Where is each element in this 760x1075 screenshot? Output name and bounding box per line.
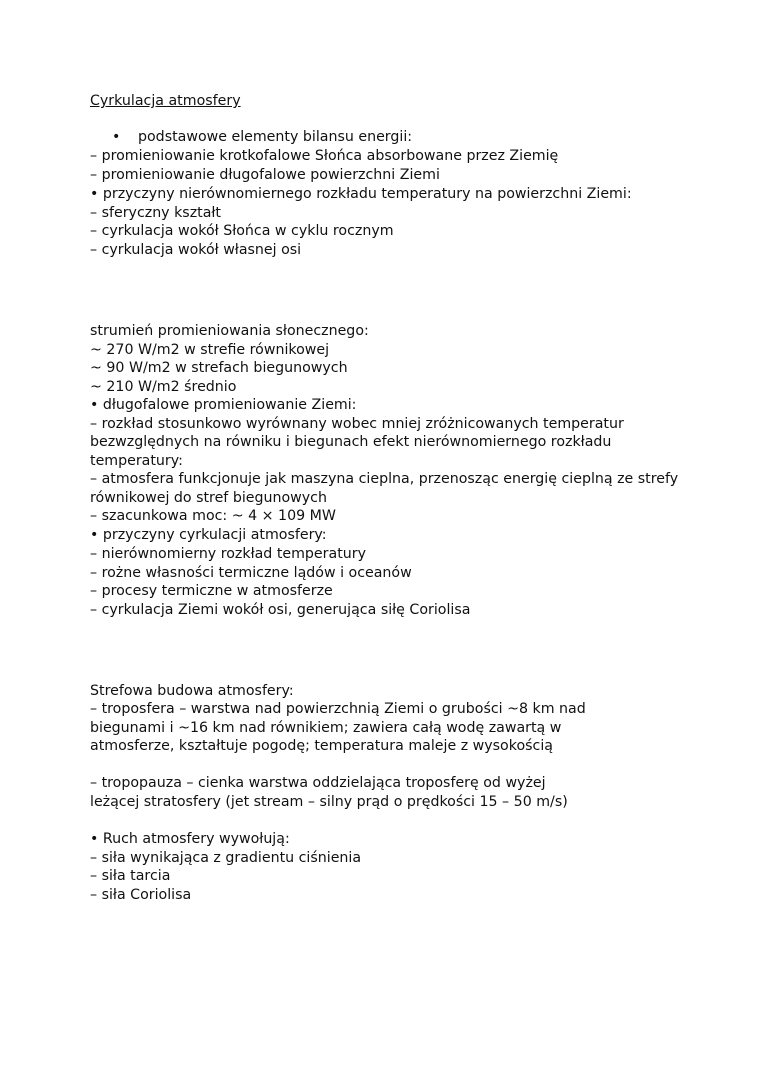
text-line: – cyrkulacja wokół własnej osi: [90, 242, 302, 258]
text-line: – sferyczny kształt: [90, 205, 221, 221]
text-line: – siła Coriolisa: [90, 887, 192, 903]
text-line: biegunami i ~16 km nad równikiem; zawiera całą wodę zawartą w: [90, 720, 562, 736]
text-line: – szacunkowa moc: ~ 4 × 109 MW: [90, 508, 336, 524]
text-line: – siła wynikająca z gradientu ciśnienia: [90, 850, 362, 866]
text-line: – tropopauza – cienka warstwa oddzielająca troposferę od wyżej: [90, 775, 546, 791]
text-line: – cyrkulacja Ziemi wokół osi, generująca siłę Coriolisa: [90, 602, 471, 618]
text-line: ~ 210 W/m2 średnio: [90, 379, 237, 395]
text-line: • przyczyny cyrkulacji atmosfery:: [90, 527, 327, 543]
document-title: Cyrkulacja atmosfery: [90, 93, 241, 109]
bullet-icon: •: [112, 129, 121, 145]
text-line: • długofalowe promieniowanie Ziemi:: [90, 397, 357, 413]
text-line: temperatury:: [90, 453, 183, 469]
text-line: – promieniowanie krotkofalowe Słońca absorbowane przez Ziemię: [90, 148, 559, 164]
text-line: – nierównomierny rozkład temperatury: [90, 546, 366, 562]
text-line: • przyczyny nierównomiernego rozkładu temperatury na powierzchni Ziemi:: [90, 186, 632, 202]
text-line: równikowej do stref biegunowych: [90, 490, 327, 506]
text-line: ~ 90 W/m2 w strefach biegunowych: [90, 360, 348, 376]
text-line: bezwzględnych na równiku i biegunach efekt nierównomiernego rozkładu: [90, 434, 612, 450]
text-line: atmosferze, kształtuje pogodę; temperatura maleje z wysokością: [90, 738, 553, 754]
text-line: – atmosfera funkcjonuje jak maszyna cieplna, przenosząc energię cieplną ze strefy: [90, 471, 679, 487]
text-line: – cyrkulacja wokół Słońca w cyklu rocznym: [90, 223, 394, 239]
bullet-item: [112, 128, 412, 146]
text-line: strumień promieniowania słonecznego:: [90, 323, 369, 339]
text-line: leżącej stratosfery (jet stream – silny prąd o prędkości 15 – 50 m/s): [90, 794, 568, 810]
text-line: – promieniowanie długofalowe powierzchni Ziemi: [90, 167, 440, 183]
text-line: ~ 270 W/m2 w strefie równikowej: [90, 342, 330, 358]
text-line: Strefowa budowa atmosfery:: [90, 683, 294, 699]
text-line: – siła tarcia: [90, 868, 171, 884]
text-line: – procesy termiczne w atmosferze: [90, 583, 333, 599]
bullet-text: podstawowe elementy bilansu energii:: [138, 129, 413, 145]
text-line: – rożne własności termiczne lądów i oceanów: [90, 565, 412, 581]
text-line: – rozkład stosunkowo wyrównany wobec mniej zróżnicowanych temperatur: [90, 416, 624, 432]
text-line: • Ruch atmosfery wywołują:: [90, 831, 290, 847]
text-line: – troposfera – warstwa nad powierzchnią Ziemi o grubości ~8 km nad: [90, 701, 586, 717]
